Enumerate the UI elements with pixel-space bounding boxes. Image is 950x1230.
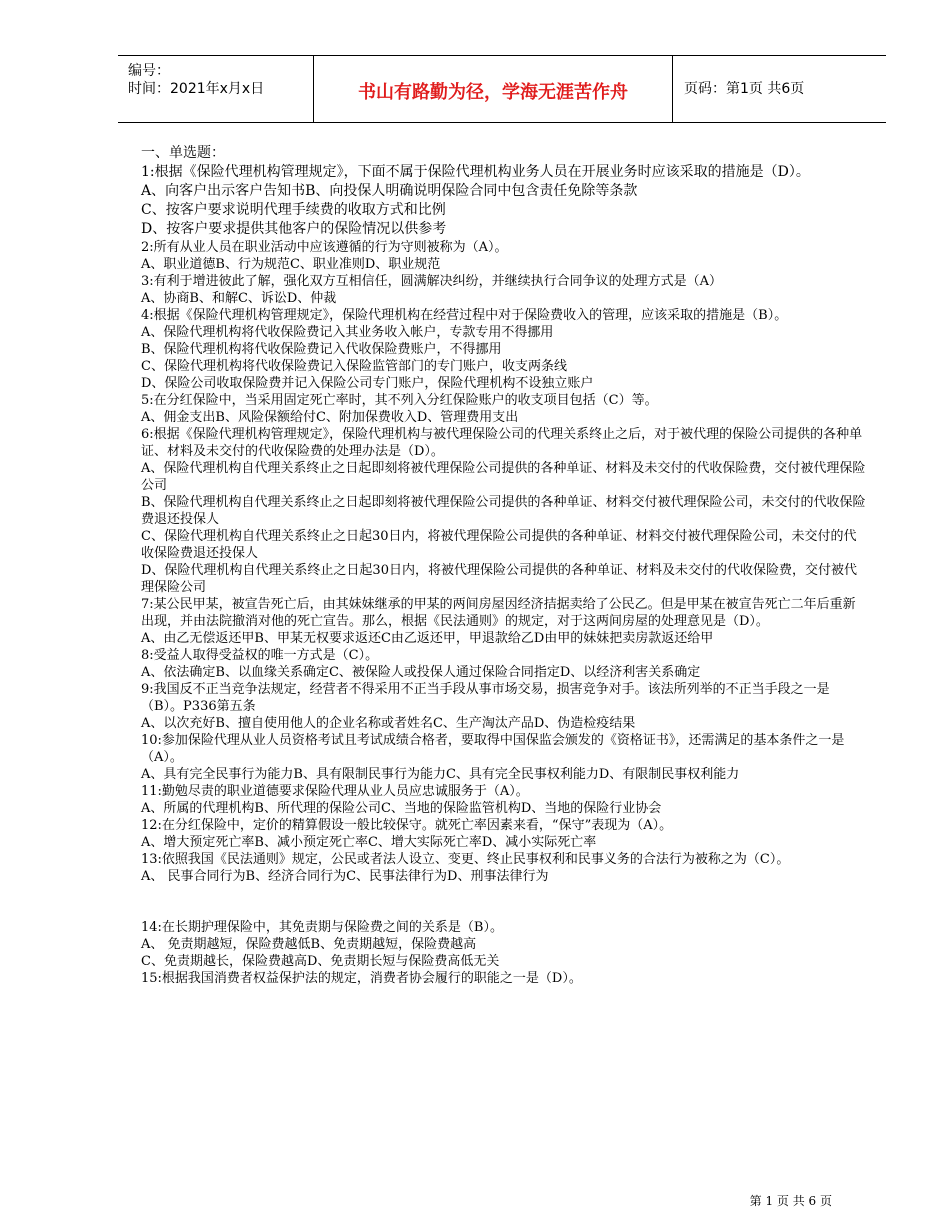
text-line: 12:在分红保险中，定价的精算假设一般比较保守。就死亡率因素来看，“保守”表现为（A）。: [141, 818, 673, 833]
text-line: A、 免责期越短，保险费越低B、免责期越短，保险费越高: [141, 937, 477, 952]
text-line: 14:在长期护理保险中，其免责期与保险费之间的关系是（B）。: [141, 920, 503, 935]
text-line: C、免责期越长，保险费越高D、免责期长短与保险费高低无关: [141, 954, 500, 969]
text-line: A、所属的代理机构B、所代理的保险公司C、当地的保险监管机构D、当地的保险行业协会: [141, 801, 662, 816]
text-line: D、保险公司收取保险费并记入保险公司专门账户，保险代理机构不设独立账户: [141, 376, 594, 391]
text-line: 10:参加保险代理从业人员资格考试且考试成绩合格者，要取得中国保监会颁发的《资格证书》，还需满足的基本条件之一是（A）。: [141, 733, 845, 765]
header-left-cell: [118, 56, 313, 122]
header-number-label: 编号：: [128, 63, 170, 79]
header-motto-cell: [313, 56, 673, 122]
question-block-a: [141, 144, 866, 239]
header-page-info: 页码：第1页 共6页: [684, 81, 805, 97]
page-footer: 第 1 页 共 6 页: [749, 1194, 832, 1208]
question-block-b: [141, 239, 866, 885]
text-line: 1:根据《保险代理机构管理规定》，下面不属于保险代理机构业务人员在开展业务时应该采取的措施是（D）。: [141, 164, 810, 180]
text-line: 13:依照我国《民法通则》规定，公民或者法人设立、变更、终止民事权利和民事义务的合法行为被称之为（C）。: [141, 852, 790, 867]
text-line: A、职业道德B、行为规范C、职业准则D、职业规范: [141, 257, 441, 272]
text-line: A、由乙无偿返还甲B、甲某无权要求返还C由乙返还甲，甲退款给乙D由甲的妹妹把卖房款返还给甲: [141, 631, 714, 646]
text-line: A、 民事合同行为B、经济合同行为C、民事法律行为D、刑事法律行为: [141, 869, 549, 884]
text-line: A、依法确定B、以血缘关系确定C、被保险人或投保人通过保险合同指定D、以经济利害关系确定: [141, 665, 701, 680]
text-line: A、保险代理机构将代收保险费记入其业务收入帐户，专款专用不得挪用: [141, 325, 554, 340]
text-line: 5:在分红保险中，当采用固定死亡率时，其不列入分红保险账户的收支项目包括（C）等。: [141, 393, 658, 408]
text-line: A、以次充好B、擅自使用他人的企业名称或者姓名C、生产淘汰产品D、伪造检疫结果: [141, 716, 636, 731]
text-line: A、向客户出示客户告知书B、向投保人明确说明保险合同中包含责任免除等条款: [141, 183, 638, 199]
page-header: [118, 55, 886, 123]
text-line: 15:根据我国消费者权益保护法的规定，消费者协会履行的职能之一是（D）。: [141, 971, 582, 986]
text-line: 11:勤勉尽责的职业道德要求保险代理从业人员应忠诚服务于（A）。: [141, 784, 529, 799]
text-line: A、具有完全民事行为能力B、具有限制民事行为能力C、具有完全民事权利能力D、有限制民事权利能力: [141, 767, 740, 782]
text-line: 6:根据《保险代理机构管理规定》，保险代理机构与被代理保险公司的代理关系终止之后，对于被代理的保险公司提供的各种单证、材料及未交付的代收保险费的处理办法是（D）。: [141, 427, 863, 459]
header-motto: 书山有路勤为径，学海无涯苦作舟: [358, 82, 628, 103]
text-line: A、协商B、和解C、诉讼D、仲裁: [141, 291, 337, 306]
text-line: D、保险代理机构自代理关系终止之日起30日内，将被代理保险公司提供的各种单证、材料及未交付的代收保险费，交付被代理保险公司: [141, 563, 857, 595]
text-line: 4:根据《保险代理机构管理规定》，保险代理机构在经营过程中对于保险费收入的管理，应该采取的措施是（B）。: [141, 308, 788, 323]
text-line: D、按客户要求提供其他客户的保险情况以供参考: [141, 221, 447, 237]
text-line: 7:某公民甲某，被宣告死亡后，由其妹妹继承的甲某的两间房屋因经济拮据卖给了公民乙。但是甲某在被宣告死亡二年后重新出现，并由法院撤消对他的死亡宣告。那么，根据《民法通则》的规定，对于这两间房屋的处理意见是（D）。: [141, 597, 856, 629]
text-line: 9:我国反不正当竞争法规定，经营者不得采用不正当手段从事市场交易，损害竞争对手。该法所列举的不正当手段之一是（B）。P336第五条: [141, 682, 830, 714]
text-line: B、保险代理机构将代收保险费记入代收保险费账户，不得挪用: [141, 342, 502, 357]
text-line: A、保险代理机构自代理关系终止之日起即刻将被代理保险公司提供的各种单证、材料及未交付的代收保险费，交付被代理保险公司: [141, 461, 866, 493]
text-line: 3:有利于增进彼此了解，强化双方互相信任，圆满解决纠纷，并继续执行合同争议的处理方式是（A）: [141, 274, 723, 289]
blank-gap: [141, 885, 866, 919]
document-body: [141, 144, 866, 987]
text-line: 2:所有从业人员在职业活动中应该遵循的行为守则被称为（A）。: [141, 240, 508, 255]
text-line: C、保险代理机构将代收保险费记入保险监管部门的专门账户，收支两条线: [141, 359, 567, 374]
text-line: C、按客户要求说明代理手续费的收取方式和比例: [141, 202, 446, 218]
text-line: 8:受益人取得受益权的唯一方式是（C）。: [141, 648, 379, 663]
text-line: C、保险代理机构自代理关系终止之日起30日内，将被代理保险公司提供的各种单证、材料交付被代理保险公司，未交付的代收保险费退还投保人: [141, 529, 857, 561]
header-date-label: 时间：2021年x月x日: [128, 81, 265, 97]
question-block-c: [141, 919, 866, 987]
text-line: B、保险代理机构自代理关系终止之日起即刻将被代理保险公司提供的各种单证、材料交付被代理保险公司，未交付的代收保险费退还投保人: [141, 495, 866, 527]
text-line: 一、单选题：: [141, 145, 225, 161]
text-line: A、佣金支出B、风险保额给付C、附加保费收入D、管理费用支出: [141, 410, 519, 425]
text-line: A、增大预定死亡率B、减小预定死亡率C、增大实际死亡率D、减小实际死亡率: [141, 835, 597, 850]
